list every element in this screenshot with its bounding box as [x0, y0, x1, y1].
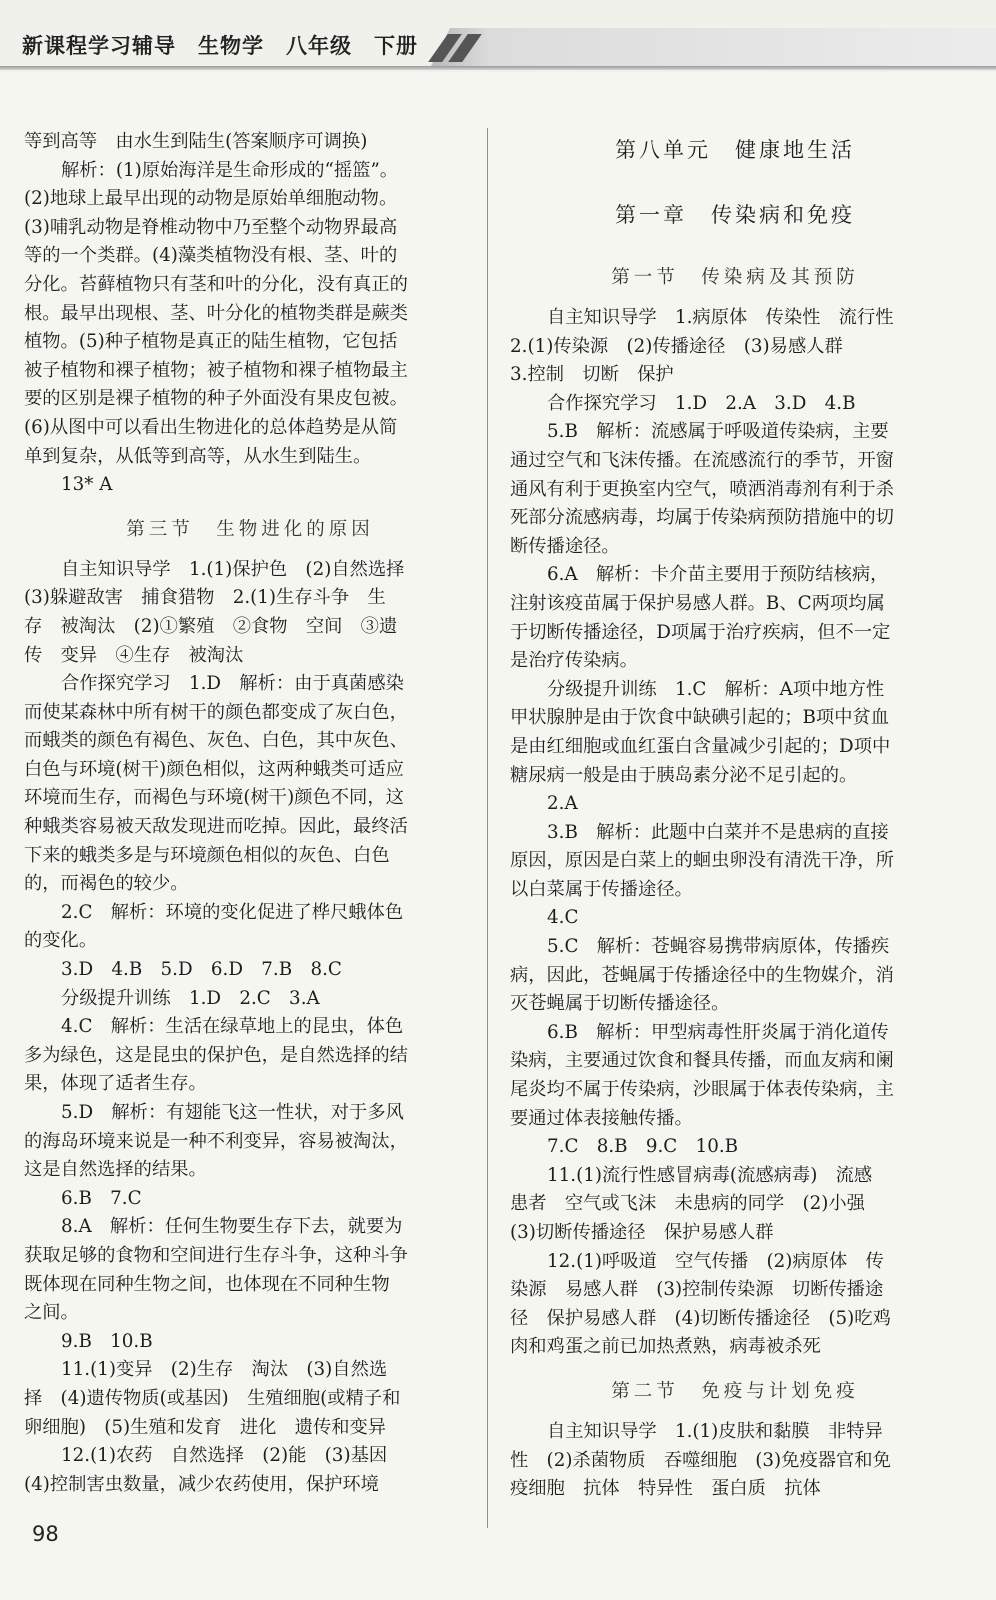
answer-line: 存 被淘汰 (2)①繁殖 ②食物 空间 ③遗 — [24, 615, 398, 637]
answer-line: 12.(1)农药 自然选择 (2)能 (3)基因 — [61, 1445, 388, 1467]
answer-line: 3.D 4.B 5.D 6.D 7.B 8.C — [61, 959, 342, 981]
answer-line: (3)哺乳动物是脊椎动物中乃至整个动物界最高 — [24, 216, 398, 238]
answer-line: 根。最早出现根、茎、叶分化的植物类群是蕨类 — [24, 302, 408, 324]
answer-line: 患者 空气或飞沫 未患病的同学 (2)小强 — [510, 1193, 865, 1215]
answer-line: 而使某森林中所有树干的颜色都变成了灰白色， — [24, 701, 408, 723]
answer-line: 解析：(1)原始海洋是生命形成的“摇篮”。 — [61, 159, 399, 181]
answer-line: 的，而褐色的较少。 — [24, 873, 189, 895]
answer-line: 原因，原因是白菜上的蛔虫卵没有清洗干净，所 — [510, 850, 894, 872]
answer-line: 2.A — [547, 793, 578, 815]
answer-line: 9.B 10.B — [61, 1330, 153, 1352]
right-column — [510, 128, 960, 1504]
answer-line: 合作探究学习 1.D 解析：由于真菌感染 — [61, 673, 404, 695]
answer-line: 是治疗传染病。 — [510, 650, 638, 672]
answer-line: 2.C 解析：环境的变化促进了桦尺蛾体色 — [61, 901, 404, 923]
chapter-heading: 第一章 传染病和免疫 — [615, 203, 855, 227]
answer-line: 以白菜属于传播途径。 — [510, 878, 693, 900]
answer-line: 注射该疫苗属于保护易感人群。B、C两项均属 — [510, 592, 885, 614]
answer-line: 11.(1)流行性感冒病毒(流感病毒) 流感 — [547, 1164, 873, 1186]
column-divider — [487, 128, 488, 1528]
answer-line: 环境而生存，而褐色与环境(树干)颜色不同，这 — [24, 787, 404, 809]
answer-line: 2.(1)传染源 (2)传播途径 (3)易感人群 — [510, 335, 843, 357]
answer-line: 8.A 解析：任何生物要生存下去，就要为 — [61, 1216, 403, 1238]
answer-line: 传 变异 ④生存 被淘汰 — [24, 644, 244, 666]
answer-line: 分化。苔藓植物只有茎和叶的分化，没有真正的 — [24, 273, 408, 295]
page-number: 98 — [32, 1522, 59, 1546]
answer-line: 植物。(5)种子植物是真正的陆生植物，它包括 — [24, 331, 398, 353]
answer-line: 4.C 解析：生活在绿草地上的昆虫，体色 — [61, 1016, 404, 1038]
section-heading: 第一节 传染病及其预防 — [611, 267, 859, 288]
answer-line: 尾炎均不属于传染病，沙眼属于体表传染病，主 — [510, 1079, 894, 1101]
answer-line: 合作探究学习 1.D 2.A 3.D 4.B — [547, 392, 856, 414]
answer-line: 被子植物和裸子植物；被子植物和裸子植物最主 — [24, 359, 408, 381]
answer-line: 糖尿病一般是由于胰岛素分泌不足引起的。 — [510, 764, 858, 786]
answer-line: 自主知识导学 1.病原体 传染性 流行性 — [547, 307, 894, 328]
answer-line: 死部分流感病毒，均属于传染病预防措施中的切 — [510, 507, 894, 529]
answer-line: 染源 易感人群 (3)控制传染源 切断传播途 — [510, 1279, 884, 1301]
answer-line: 5.C 解析：苍蝇容易携带病原体，传播疾 — [547, 936, 890, 958]
answer-line: 7.C 8.B 9.C 10.B — [547, 1136, 739, 1158]
answer-line: 染病，主要通过饮食和餐具传播，而血友病和阑 — [510, 1050, 894, 1072]
answer-line: 等到高等 由水生到陆生(答案顺序可调换) — [24, 131, 368, 152]
answer-line: 通过空气和飞沫传播。在流感流行的季节，开窗 — [510, 449, 894, 471]
answer-line: 肉和鸡蛋之前已加热煮熟，病毒被杀死 — [510, 1336, 821, 1358]
answer-line: 6.A 解析：卡介苗主要用于预防结核病， — [547, 564, 889, 586]
answer-line: 径 保护易感人群 (4)切断传播途径 (5)吃鸡 — [510, 1307, 891, 1329]
answer-line: 既体现在同种生物之间，也体现在不同种生物 — [24, 1273, 390, 1295]
answer-line: 这是自然选择的结果。 — [24, 1159, 207, 1181]
answer-line: 的海岛环境来说是一种不利变异，容易被淘汰， — [24, 1130, 408, 1152]
answer-line: 11.(1)变异 (2)生存 淘汰 (3)自然选 — [61, 1359, 388, 1381]
answer-line: 3.控制 切断 保护 — [510, 364, 674, 386]
answer-line: 灭苍蝇属于切断传播途径。 — [510, 993, 730, 1015]
answer-line: 下来的蛾类多是与环境颜色相似的灰色、白色 — [24, 844, 390, 866]
header-decoration — [430, 28, 996, 68]
answer-line: 种蛾类容易被天敌发现进而吃掉。因此，最终活 — [24, 816, 408, 838]
answer-line: 单到复杂，从低等到高等，从水生到陆生。 — [24, 445, 372, 467]
answer-line: (3)躲避敌害 捕食猎物 2.(1)生存斗争 生 — [24, 587, 386, 609]
answer-line: 4.C — [547, 907, 579, 929]
answer-line: 自主知识导学 1.(1)保护色 (2)自然选择 — [61, 558, 405, 580]
answer-line: 果，体现了适者生存。 — [24, 1073, 207, 1095]
answer-line: 疫细胞 抗体 特异性 蛋白质 抗体 — [510, 1478, 821, 1500]
answer-line: 之间。 — [24, 1302, 79, 1324]
answer-line: 于切断传播途径，D项属于治疗疾病，但不一定 — [510, 621, 891, 643]
answer-line: 断传播途径。 — [510, 535, 620, 557]
answer-line: 而蛾类的颜色有褐色、灰色、白色，其中灰色、 — [24, 730, 408, 752]
answer-line: (2)地球上最早出现的动物是原始单细胞动物。 — [24, 188, 398, 210]
answer-line: 性 (2)杀菌物质 吞噬细胞 (3)免疫器官和免 — [510, 1449, 891, 1471]
answer-line: 要的区别是裸子植物的种子外面没有果皮包被。 — [24, 388, 408, 410]
answer-line: 6.B 解析：甲型病毒性肝炎属于消化道传 — [547, 1021, 889, 1043]
header-rule — [0, 66, 996, 70]
answer-line: 甲状腺肿是由于饮食中缺碘引起的；B项中贫血 — [510, 707, 890, 729]
answer-line: 分级提升训练 1.D 2.C 3.A — [61, 987, 320, 1009]
page-header — [0, 0, 996, 72]
answer-line: 通风有利于更换室内空气，喷洒消毒剂有利于杀 — [510, 478, 894, 500]
answer-line: 要通过体表接触传播。 — [510, 1107, 693, 1129]
answer-line: 3.B 解析：此题中白菜并不是患病的直接 — [547, 821, 889, 843]
answer-line: 白色与环境(树干)颜色相似，这两种蛾类可适应 — [24, 758, 404, 780]
left-column — [24, 128, 476, 1499]
answer-line: 5.D 解析：有翅能飞这一性状，对于多风 — [61, 1102, 404, 1123]
answer-line: 5.B 解析：流感属于呼吸道传染病，主要 — [547, 421, 889, 443]
answer-line: 多为绿色，这是昆虫的保护色，是自然选择的结 — [24, 1044, 408, 1066]
answer-line: 是由红细胞或血红蛋白含量减少引起的；D项中 — [510, 735, 891, 757]
section-heading: 第二节 免疫与计划免疫 — [611, 1380, 859, 1402]
answer-line: (6)从图中可以看出生物进化的总体趋势是从简 — [24, 416, 398, 438]
book-title: 新课程学习辅导 生物学 八年级 下册 — [22, 34, 418, 58]
answer-line: 分级提升训练 1.C 解析：A项中地方性 — [547, 678, 885, 700]
answer-line: 13* A — [61, 474, 113, 496]
unit-heading: 第八单元 健康地生活 — [615, 138, 855, 162]
answer-line: (3)切断传播途径 保护易感人群 — [510, 1222, 774, 1243]
answer-line: 获取足够的食物和空间进行生存斗争，这种斗争 — [24, 1244, 408, 1266]
answer-line: 卵细胞) (5)生殖和发育 进化 遗传和变异 — [24, 1416, 387, 1438]
answer-line: 病，因此，苍蝇属于传播途径中的生物媒介，消 — [510, 964, 894, 986]
answer-line: 等的一个类群。(4)藻类植物没有根、茎、叶的 — [24, 245, 398, 267]
answer-line: 6.B 7.C — [61, 1187, 142, 1209]
answer-line: 12.(1)呼吸道 空气传播 (2)病原体 传 — [547, 1250, 884, 1272]
answer-line: 的变化。 — [24, 930, 98, 952]
section-heading: 第三节 生物进化的原因 — [126, 518, 374, 540]
answer-line: 择 (4)遗传物质(或基因) 生殖细胞(或精子和 — [24, 1387, 401, 1409]
answer-line: 自主知识导学 1.(1)皮肤和黏膜 非特异 — [547, 1420, 883, 1442]
answer-line: (4)控制害虫数量，减少农药使用，保护环境 — [24, 1473, 379, 1495]
